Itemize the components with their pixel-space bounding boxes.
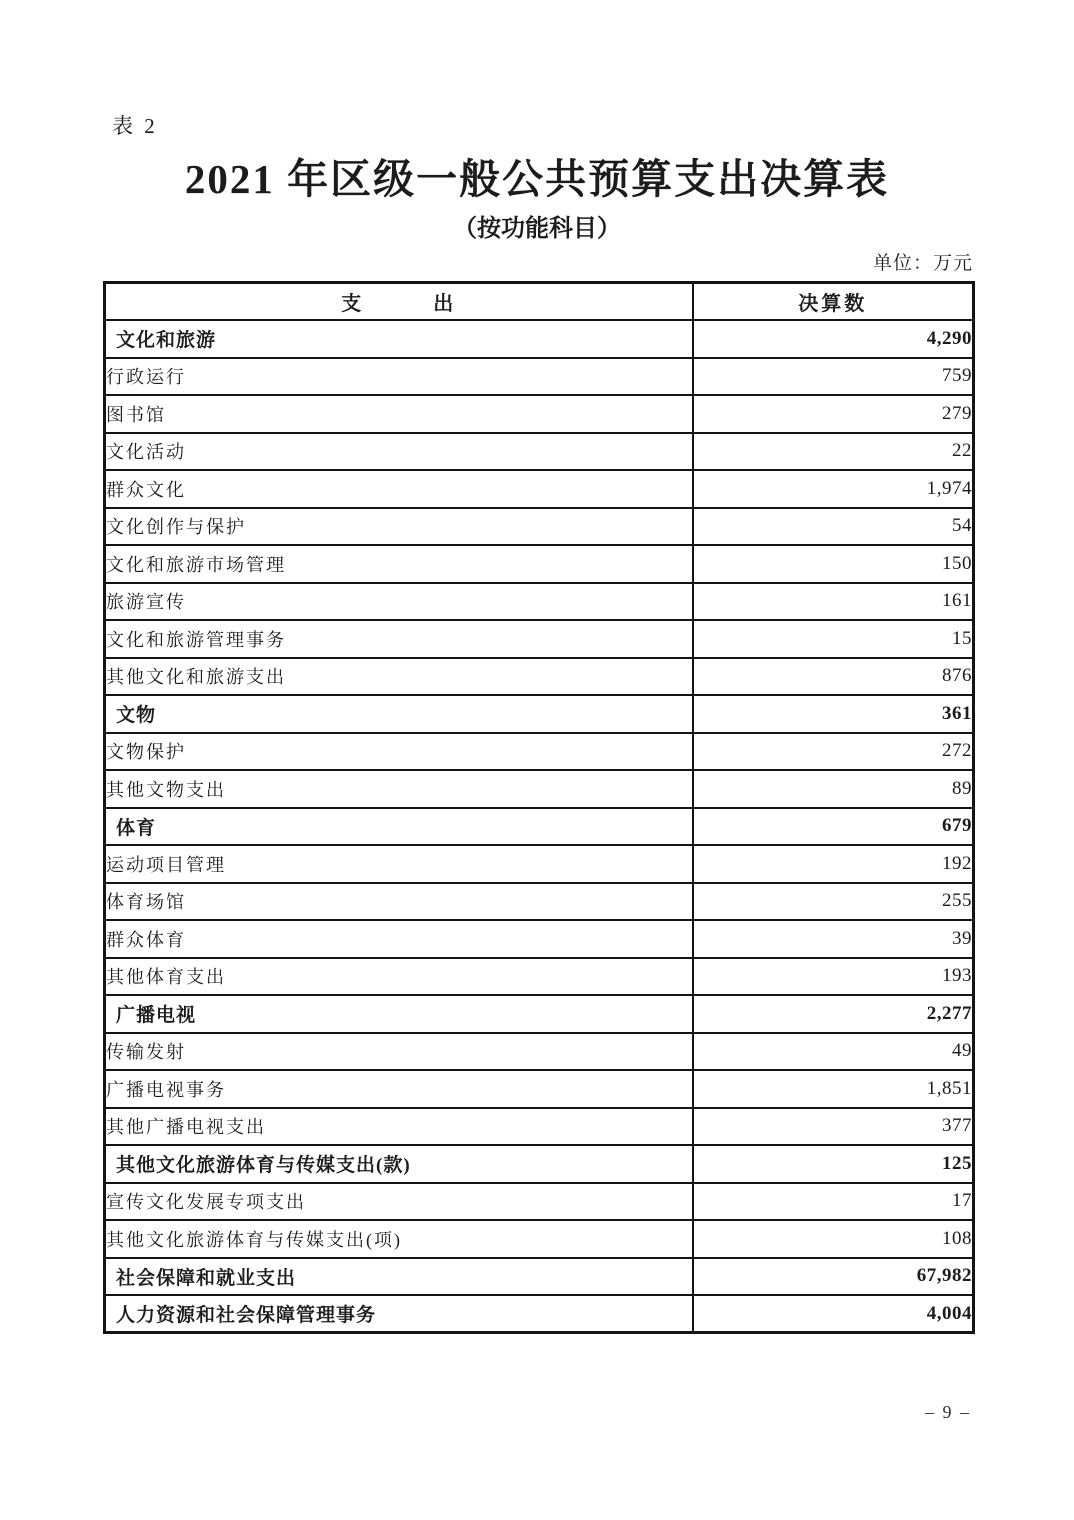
- row-value: 1,974: [693, 470, 974, 508]
- table-row: [105, 808, 974, 846]
- row-label: 文物: [105, 695, 693, 733]
- table-row: [105, 433, 974, 471]
- table-body: [105, 320, 974, 1333]
- table-row: [105, 695, 974, 733]
- row-label: 社会保障和就业支出: [105, 1258, 693, 1296]
- row-label: 文物保护: [105, 733, 693, 771]
- table-row: [105, 883, 974, 921]
- table-label: 表 2: [112, 114, 158, 138]
- table-row: [105, 395, 974, 433]
- row-value: 255: [693, 883, 974, 921]
- table-row: [105, 620, 974, 658]
- row-label: 行政运行: [105, 358, 693, 396]
- row-value: 1,851: [693, 1070, 974, 1108]
- row-label: 其他文化旅游体育与传媒支出(项): [105, 1220, 693, 1258]
- table-row: [105, 1183, 974, 1221]
- row-label: 旅游宣传: [105, 583, 693, 621]
- row-label: 文化和旅游管理事务: [105, 620, 693, 658]
- row-value: 361: [693, 695, 974, 733]
- row-value: 161: [693, 583, 974, 621]
- final-amount-column-header: 决算数: [693, 283, 974, 321]
- table-row: [105, 770, 974, 808]
- table-row: [105, 358, 974, 396]
- row-label: 文化和旅游: [105, 320, 693, 358]
- row-label: 宣传文化发展专项支出: [105, 1183, 693, 1221]
- row-label: 其他文物支出: [105, 770, 693, 808]
- table-row: [105, 733, 974, 771]
- row-label: 其他广播电视支出: [105, 1108, 693, 1146]
- page-subtitle: （按功能科目）: [453, 215, 621, 242]
- row-label: 广播电视事务: [105, 1070, 693, 1108]
- row-value: 377: [693, 1108, 974, 1146]
- table-row: [105, 545, 974, 583]
- row-value: 150: [693, 545, 974, 583]
- row-label: 体育: [105, 808, 693, 846]
- row-value: 67,982: [693, 1258, 974, 1296]
- row-label: 群众体育: [105, 920, 693, 958]
- row-label: 传输发射: [105, 1033, 693, 1071]
- page-number: – 9 –: [925, 1402, 971, 1422]
- row-value: 54: [693, 508, 974, 546]
- table-row: [105, 508, 974, 546]
- row-value: 4,290: [693, 320, 974, 358]
- row-label: 其他文化和旅游支出: [105, 658, 693, 696]
- row-label: 文化创作与保护: [105, 508, 693, 546]
- row-value: 49: [693, 1033, 974, 1071]
- row-value: 89: [693, 770, 974, 808]
- budget-table: [103, 281, 975, 1334]
- row-value: 108: [693, 1220, 974, 1258]
- row-label: 体育场馆: [105, 883, 693, 921]
- row-value: 193: [693, 958, 974, 996]
- row-value: 17: [693, 1183, 974, 1221]
- row-value: 15: [693, 620, 974, 658]
- row-label: 文化和旅游市场管理: [105, 545, 693, 583]
- table-row: [105, 320, 974, 358]
- row-value: 679: [693, 808, 974, 846]
- row-label: 文化活动: [105, 433, 693, 471]
- row-value: 759: [693, 358, 974, 396]
- row-label: 图书馆: [105, 395, 693, 433]
- table-row: [105, 470, 974, 508]
- table-row: [105, 995, 974, 1033]
- table-row: [105, 1070, 974, 1108]
- row-value: 192: [693, 845, 974, 883]
- row-label: 运动项目管理: [105, 845, 693, 883]
- table-row: [105, 1258, 974, 1296]
- unit-note: 单位：万元: [872, 253, 973, 274]
- table-row: [105, 1033, 974, 1071]
- table-row: [105, 1220, 974, 1258]
- row-value: 272: [693, 733, 974, 771]
- table-row: [105, 958, 974, 996]
- row-value: 22: [693, 433, 974, 471]
- table-row: [105, 1145, 974, 1183]
- row-value: 876: [693, 658, 974, 696]
- table-row: [105, 658, 974, 696]
- row-value: 4,004: [693, 1295, 974, 1333]
- table-row: [105, 920, 974, 958]
- table-row: [105, 1108, 974, 1146]
- row-label: 群众文化: [105, 470, 693, 508]
- row-value: 279: [693, 395, 974, 433]
- row-label: 其他体育支出: [105, 958, 693, 996]
- row-value: 125: [693, 1145, 974, 1183]
- table-row: [105, 845, 974, 883]
- row-label: 人力资源和社会保障管理事务: [105, 1295, 693, 1333]
- page-title: 2021 年区级一般公共预算支出决算表: [184, 156, 890, 202]
- row-value: 2,277: [693, 995, 974, 1033]
- table-header-row: [105, 283, 974, 321]
- table-row: [105, 1295, 974, 1333]
- row-value: 39: [693, 920, 974, 958]
- table-row: [105, 583, 974, 621]
- row-label: 其他文化旅游体育与传媒支出(款): [105, 1145, 693, 1183]
- row-label: 广播电视: [105, 995, 693, 1033]
- expenditure-column-header: 支 出: [105, 283, 693, 321]
